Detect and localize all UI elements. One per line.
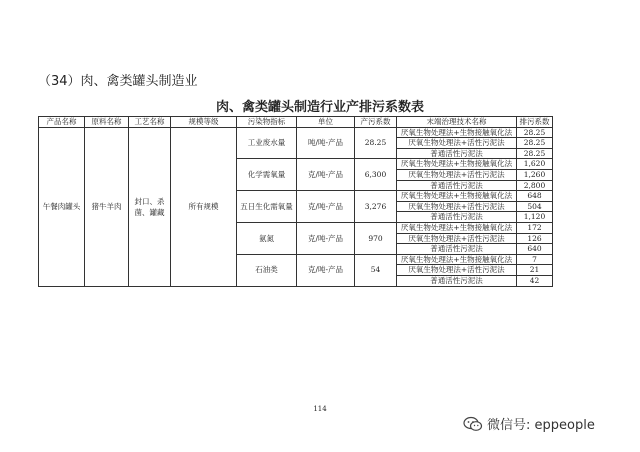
pollutant-name-cell: 五日生化需氧量: [237, 191, 297, 223]
table-row: [39, 127, 553, 138]
pollutant-name-cell: 工业废水量: [237, 127, 297, 159]
emission-coefficient-cell: 1,120: [517, 212, 553, 223]
emission-coefficient-cell: 172: [517, 222, 553, 233]
unit-cell: 吨/吨-产品: [297, 127, 355, 159]
emission-coefficient-cell: 42: [517, 275, 553, 286]
table-title: 肉、禽类罐头制造行业产排污系数表: [215, 100, 424, 115]
column-header: 排污系数: [517, 117, 553, 128]
column-header: 原料名称: [85, 117, 129, 128]
pollutant-name-cell: 氨氮: [237, 222, 297, 254]
page-number: 114: [313, 405, 327, 413]
treatment-tech-cell: 厌氧生物处理法+活性污泥法: [397, 169, 517, 180]
column-header: 产污系数: [355, 117, 397, 128]
emission-coefficient-cell: 1,620: [517, 159, 553, 170]
scale-cell: 所有规模: [171, 127, 237, 286]
emission-coefficient-cell: 28.25: [517, 138, 553, 149]
unit-cell: 克/吨-产品: [297, 222, 355, 254]
treatment-tech-cell: 厌氧生物处理法+生物接触氧化法: [397, 159, 517, 170]
treatment-tech-cell: 厌氧生物处理法+活性污泥法: [397, 201, 517, 212]
generation-coefficient-cell: 6,300: [355, 159, 397, 191]
emission-coefficient-cell: 28.25: [517, 148, 553, 159]
product-cell: 午餐肉罐头: [39, 127, 85, 286]
column-header: 产品名称: [39, 117, 85, 128]
pollutant-name-cell: 石油类: [237, 254, 297, 286]
emission-coefficient-cell: 640: [517, 244, 553, 255]
material-cell: 猪牛羊肉: [85, 127, 129, 286]
emission-coefficient-cell: 7: [517, 254, 553, 265]
wechat-icon: [463, 416, 483, 432]
coefficient-table: [38, 116, 553, 287]
emission-coefficient-cell: 28.25: [517, 127, 553, 138]
generation-coefficient-cell: 28.25: [355, 127, 397, 159]
section-title: （34）肉、禽类罐头制造业: [38, 74, 198, 89]
emission-coefficient-cell: 648: [517, 191, 553, 202]
emission-coefficient-cell: 126: [517, 233, 553, 244]
process-cell: 封口、杀菌、罐藏: [129, 127, 171, 286]
column-header: 规模等级: [171, 117, 237, 128]
watermark: [463, 414, 595, 433]
column-header: 单位: [297, 117, 355, 128]
unit-cell: 克/吨-产品: [297, 254, 355, 286]
treatment-tech-cell: 厌氧生物处理法+生物接触氧化法: [397, 254, 517, 265]
generation-coefficient-cell: 970: [355, 222, 397, 254]
treatment-tech-cell: 厌氧生物处理法+生物接触氧化法: [397, 127, 517, 138]
treatment-tech-cell: 厌氧生物处理法+生物接触氧化法: [397, 222, 517, 233]
emission-coefficient-cell: 1,260: [517, 169, 553, 180]
unit-cell: 克/吨-产品: [297, 191, 355, 223]
treatment-tech-cell: 普通活性污泥法: [397, 275, 517, 286]
treatment-tech-cell: 普通活性污泥法: [397, 180, 517, 191]
treatment-tech-cell: 厌氧生物处理法+生物接触氧化法: [397, 191, 517, 202]
treatment-tech-cell: 厌氧生物处理法+活性污泥法: [397, 233, 517, 244]
treatment-tech-cell: 普通活性污泥法: [397, 148, 517, 159]
table-header-row: [39, 117, 553, 128]
column-header: 污染物指标: [237, 117, 297, 128]
generation-coefficient-cell: 3,276: [355, 191, 397, 223]
watermark-text: 微信号: eppeople: [487, 418, 595, 433]
pollutant-name-cell: 化学需氧量: [237, 159, 297, 191]
generation-coefficient-cell: 54: [355, 254, 397, 286]
treatment-tech-cell: 普通活性污泥法: [397, 244, 517, 255]
column-header: 工艺名称: [129, 117, 171, 128]
unit-cell: 克/吨-产品: [297, 159, 355, 191]
emission-coefficient-cell: 504: [517, 201, 553, 212]
treatment-tech-cell: 厌氧生物处理法+活性污泥法: [397, 265, 517, 276]
column-header: 末端治理技术名称: [397, 117, 517, 128]
emission-coefficient-cell: 21: [517, 265, 553, 276]
treatment-tech-cell: 厌氧生物处理法+活性污泥法: [397, 138, 517, 149]
treatment-tech-cell: 普通活性污泥法: [397, 212, 517, 223]
emission-coefficient-cell: 2,800: [517, 180, 553, 191]
